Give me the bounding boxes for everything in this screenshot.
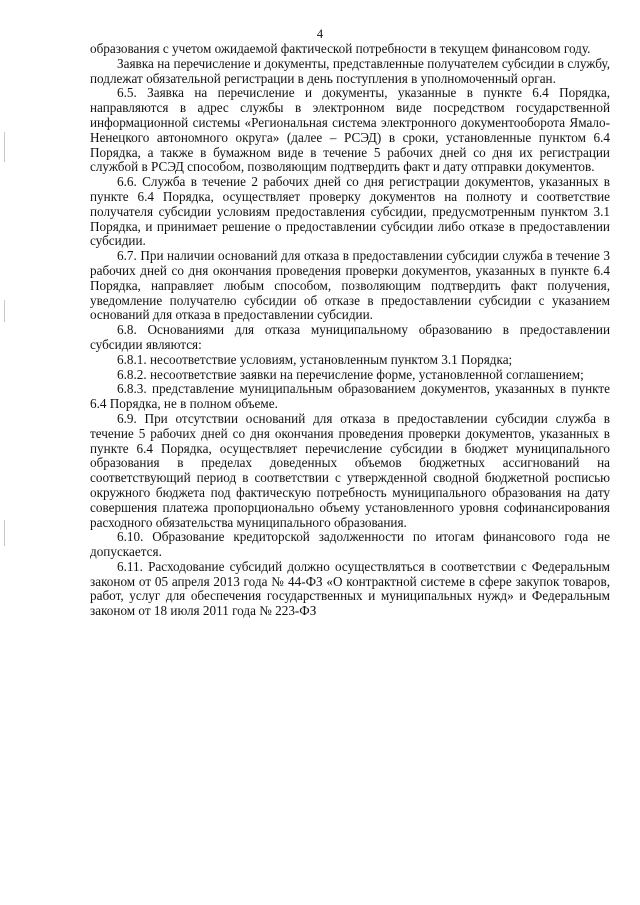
page-number: 4 (316, 27, 324, 41)
paragraph-6-8-2: 6.8.2. несоответствие заявки на перечисление форме, установленной соглашением; (117, 366, 584, 382)
paragraph-6-8-3: 6.8.3. представление муниципальным образованием документов, указанных в пункте 6.4 Порядка, не в полном объеме. (90, 381, 610, 412)
paragraph-6-11: 6.11. Расходование субсидий должно осуществляться в соответствии с Федеральным законом от 05 апреля 2013 года № 44-ФЗ «О контрактной системе в сфере закупок товаров, работ, услуг для обеспечения государственных и муниципальных нужд» и Федеральным законом от 18 июля 2011 года № 223-ФЗ (90, 558, 610, 619)
paragraph-6-8: 6.8. Основаниями для отказа муниципальному образованию в предоставлении субсидии являются: (90, 322, 610, 352)
paragraph-continuation: образования с учетом ожидаемой фактической потребности в текущем финансовом году. (90, 41, 591, 56)
paragraph-6-7: 6.7. При наличии оснований для отказа в предоставлении субсидии служба в течение 3 рабочих дней со дня окончания проведения проверки документов, указанных в пункте 6.4 Порядка, направляет любым способом, позволяющим подтвердить факт получения, уведомление получателю субсидии об отказе в предоставлении субсидии с указанием оснований для отказа в предоставлении субсидии. (90, 248, 610, 323)
paragraph-6-8-1: 6.8.1. несоответствие условиям, установленным пунктом 3.1 Порядка; (117, 351, 513, 367)
document-body (90, 42, 610, 619)
paragraph-6-10: 6.10. Образование кредиторской задолженности по итогам финансового года не допускается. (90, 529, 610, 560)
paragraph-6-5: 6.5. Заявка на перечисление и документы, указанные в пункте 6.4 Порядка, направляются в адрес службы в электронном виде посредством государственной информационной системы «Региональная система электронного документооборота Ямало-Ненецкого автономного округа» (далее – РСЭД) в сроки, установленные пунктом 6.4 Порядка, а также в бумажном виде в течение 5 рабочих дней со дня их регистрации службой в РСЭД способом, позволяющим подтвердить факт и дату отправки документов. (90, 85, 610, 175)
paragraph-6-9: 6.9. При отсутствии оснований для отказа в предоставлении субсидии служба в течение 5 рабочих дней со дня окончания проведения проверки документов, указанных в пункте 6.4 Порядка, осуществляет перечисление субсидии в бюджет муниципального образования в пределах доведенных объемов бюджетных ассигнований на соответствующий период в соответствии с утвержденной сводной бюджетной росписью окружного бюджета под фактическую потребность муниципального образования на дату совершения платежа пропорционально объему установленного уровня софинансирования расходного обязательства муниципального образования. (90, 410, 610, 530)
paragraph-6-6: 6.6. Служба в течение 2 рабочих дней со дня регистрации документов, указанных в пункте 6.4 Порядка, осуществляет проверку документов на полноту и соответствие получателя субсидии условиям предоставления субсидии, предусмотренным пунктом 3.1 Порядка, и принимает решение о предоставлении субсидии либо отказе в предоставлении субсидии. (90, 174, 610, 249)
binding-margin-marks (0, 0, 12, 905)
paragraph-registration: Заявка на перечисление и документы, представленные получателем субсидии в службу, подлежат обязательной регистрации в день поступления в уполномоченный орган. (90, 55, 610, 86)
